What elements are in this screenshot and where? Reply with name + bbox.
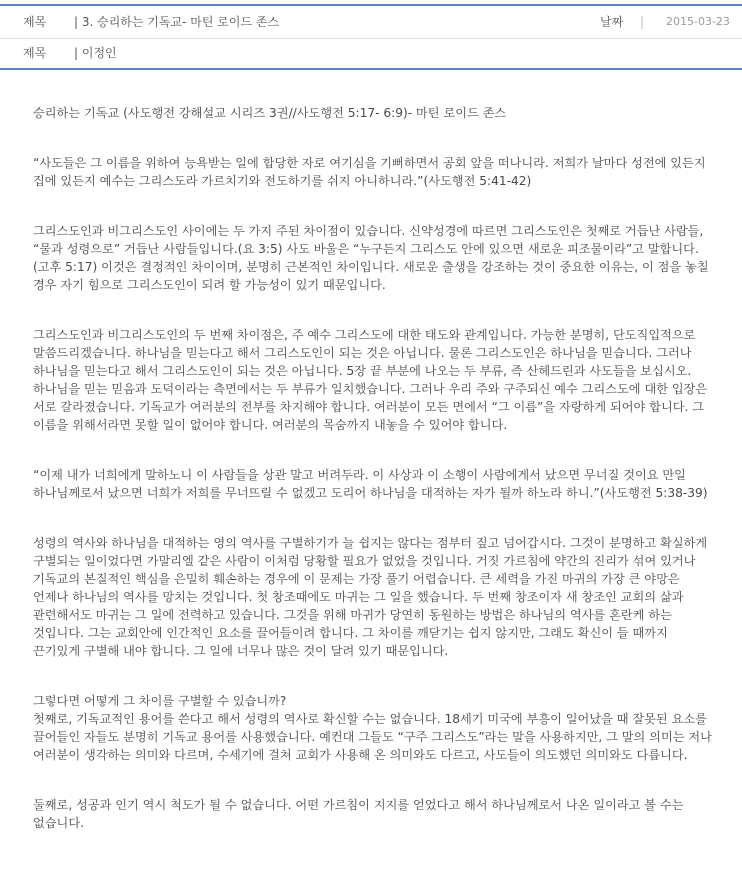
body-paragraph: 그렇다면 어떻게 그 차이를 구별할 수 있습니까? [33, 694, 287, 708]
body-paragraph: “이제 내가 너희에게 말하노니 이 사람들을 상관 말고 버려두라. 이 사상과 이 소행이 사람에게서 났으면 무너질 것이요 만일 하나님께로서 났으면 너희가 저희를 무너뜨릴 수 없겠고 도리어 하나님을 대적하는 자가 될까 하노라 하니.”(사도행전 5:38-39) [33, 468, 708, 500]
body-paragraph: 첫째로, 기독교적인 용어를 쓴다고 해서 성령의 역사로 확신할 수는 없습니다. 18세기 미국에 부흥이 일어났을 때 잘못된 요소를 끌어들인 자들도 분명히 기독교 용어를 사용했습니다. 예컨대 그들도 “구주 그리스도”라는 말을 사용하지만, 그 말의 의미는 저나 여러분이 생각하는 의미와 다르며, 수세기에 걸쳐 교회가 사용해 온 의미와도 다르고, 사도들이 의도했던 의미와도 다릅니다. [33, 712, 712, 762]
body-paragraph: 둘째로, 성공과 인기 역시 척도가 될 수 없습니다. 어떤 가르침이 지지를 얻었다고 해서 하나님께로서 나온 일이라고 볼 수는 없습니다. [33, 798, 684, 830]
title-label: 제목 [23, 15, 47, 29]
post-author-row [0, 38, 742, 70]
post-title: | 3. 승리하는 기독교- 마틴 로이드 존스 [74, 15, 279, 29]
post-author: | 이정인 [74, 46, 117, 60]
date-label: 날짜 [600, 15, 624, 29]
body-paragraph: 승리하는 기독교 (사도행전 강해설교 시리즈 3권//사도행전 5:17- 6:9)- 마틴 로이드 존스 [33, 106, 507, 120]
post-title-row [0, 4, 742, 39]
body-paragraph: 그리스도인과 비그리스도인의 두 번째 차이점은, 주 예수 그리스도에 대한 태도와 관계입니다. 가능한 분명히, 단도직입적으로 말씀드리겠습니다. 하나님을 믿는다고 해서 그리스도인이 되는 것은 아닙니다. 물론 그리스도인은 하나님을 믿습니다. 그러나 하나님을 믿는다고 해서 그리스도인이 되는 것은 아닙니다. 5장 끝 부분에 나오는 두 부류, 즉 산헤드린과 사도들을 보십시오. 하나님을 믿는 믿음과 도덕이라는 측면에서는 두 부류가 일치했습니다. 그러나 우리 주와 구주되신 예수 그리스도에 대한 입장은 서로 갈라졌습니다. 기독교가 여러분의 전부를 차지해야 합니다. 여러분이 모든 면에서 “그 이름”을 자랑하게 되어야 합니다. 그 이름을 위해서라면 못할 일이 없어야 합니다. 여러분의 목숨까지 내놓을 수 있어야 합니다. [33, 328, 708, 432]
author-label: 제목 [23, 46, 47, 60]
body-paragraph: 성령의 역사와 하나님을 대적하는 영의 역사를 구별하기가 늘 쉽지는 않다는 점부터 짚고 넘어갑시다. 그것이 분명하고 확실하게 구별되는 일이었다면 가말리엘 같은 사람이 이처럼 당황할 필요가 없었을 것입니다. 거짓 가르침에 약간의 진리가 섞여 있거나 기독교의 본질적인 핵심을 은밀히 훼손하는 경우에 이 문제는 가장 풀기 어렵습니다. 큰 세력을 가진 마귀의 가장 큰 야망은 언제나 하나님의 역사를 망치는 것입니다. 첫 창조때에도 마귀는 그 일을 했습니다. 두 번째 창조이자 새 창조인 교회의 삶과 관련해서도 마귀는 그 일에 전력하고 있습니다. 그것을 위해 마귀가 당연히 동원하는 방법은 하나님의 역사를 혼란케 하는 것입니다. 그는 교회안에 인간적인 요소를 끌어들이려 합니다. 그 차이를 깨닫기는 쉽지 않지만, 그래도 확신이 들 때까지 끈기있게 구별해 내야 합니다. 그 일에 너무나 많은 것이 달려 있기 때문입니다. [33, 536, 708, 658]
post-body [33, 104, 713, 832]
post-date: 2015-03-23 [666, 15, 730, 28]
body-paragraph: 그리스도인과 비그리스도인 사이에는 두 가지 주된 차이점이 있습니다. 신약성경에 따르면 그리스도인은 첫째로 거듭난 사람들, “물과 성령으로” 거듭난 사람들입니다.(요 3:5) 사도 바울은 “누구든지 그리스도 안에 있으면 새로운 피조물이라”고 말합니다.(고후 5:17) 이것은 결정적인 차이이며, 분명히 근본적인 차이입니다. 새로운 출생을 강조하는 것이 중요한 이유는, 이 점을 놓칠 경우 자기 힘으로 그리스도인이 되려 할 가능성이 있기 때문입니다. [33, 224, 709, 292]
body-paragraph: “사도들은 그 이름을 위하여 능욕받는 일에 합당한 자로 여기심을 기뻐하면서 공회 앞을 떠나니라. 저희가 날마다 성전에 있든지 집에 있든지 예수는 그리스도라 가르치기와 전도하기를 쉬지 아니하니라.”(사도행전 5:41-42) [33, 156, 706, 188]
date-separator: | [640, 15, 645, 29]
